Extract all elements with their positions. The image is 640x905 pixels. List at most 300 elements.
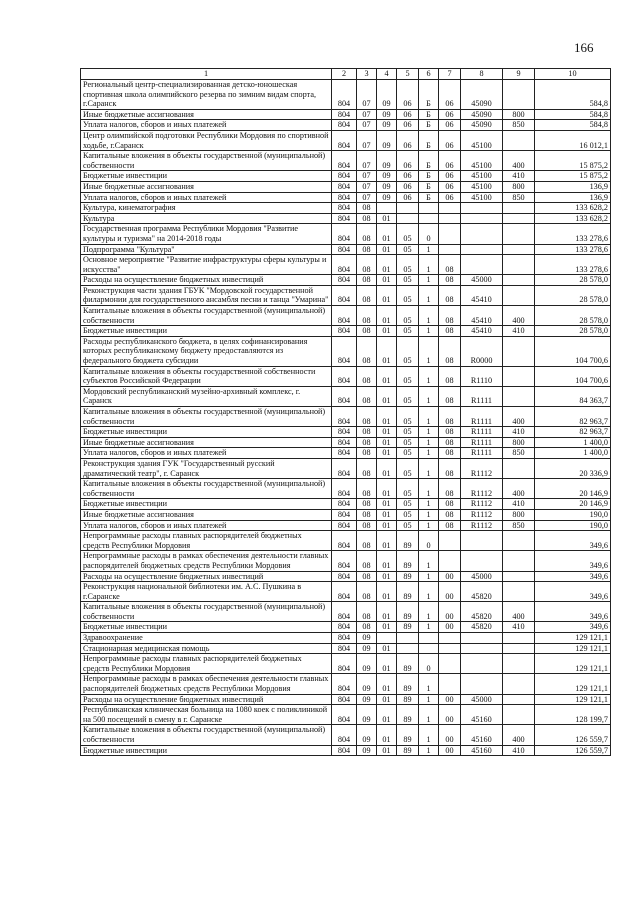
subprogram-code: Б (419, 181, 439, 192)
event-code: 08 (439, 386, 461, 406)
program-code: 89 (397, 654, 419, 674)
program-code: 05 (397, 386, 419, 406)
expense-type-code (503, 633, 535, 644)
program-code: 06 (397, 109, 419, 120)
subprogram-code: 1 (419, 285, 439, 305)
expense-type-code: 850 (503, 520, 535, 531)
admin-code: 804 (332, 643, 357, 654)
subsection-code: 01 (377, 531, 397, 551)
row-name: Расходы на осуществление бюджетных инвестиций (81, 275, 332, 286)
subsection-code: 01 (377, 275, 397, 286)
row-name: Капитальные вложения в объекты государственной (муниципальной) собственности (81, 407, 332, 427)
row-name: Капитальные вложения в объекты государственной (муниципальной) собственности (81, 151, 332, 171)
table-row (81, 203, 611, 214)
direction-code: 45410 (461, 285, 503, 305)
table-row (81, 326, 611, 337)
section-code: 08 (357, 306, 377, 326)
amount: 349,6 (535, 582, 611, 602)
program-code: 06 (397, 130, 419, 150)
section-code: 08 (357, 520, 377, 531)
amount: 16 012,1 (535, 130, 611, 150)
subsection-code: 01 (377, 643, 397, 654)
table-row (81, 306, 611, 326)
amount: 349,6 (535, 551, 611, 571)
row-name: Бюджетные инвестиции (81, 427, 332, 438)
subprogram-code: Б (419, 171, 439, 182)
expense-type-code: 800 (503, 109, 535, 120)
expense-type-code: 410 (503, 499, 535, 510)
row-name: Расходы на осуществление бюджетных инвестиций (81, 571, 332, 582)
admin-code: 804 (332, 224, 357, 244)
direction-code: R1111 (461, 448, 503, 459)
expense-type-code (503, 80, 535, 110)
section-code: 07 (357, 80, 377, 110)
row-name: Стационарная медицинская помощь (81, 643, 332, 654)
event-code (439, 643, 461, 654)
amount: 126 559,7 (535, 745, 611, 756)
subprogram-code: 1 (419, 437, 439, 448)
admin-code: 804 (332, 255, 357, 275)
direction-code (461, 203, 503, 214)
row-name: Основное мероприятие "Развитие инфраструктуры сферы культуры и искусства" (81, 255, 332, 275)
expense-type-code (503, 531, 535, 551)
expense-type-code (503, 674, 535, 694)
section-code: 09 (357, 633, 377, 644)
subsection-code: 01 (377, 224, 397, 244)
admin-code: 804 (332, 306, 357, 326)
section-code: 09 (357, 725, 377, 745)
event-code: 06 (439, 171, 461, 182)
event-code: 08 (439, 336, 461, 366)
table-row (81, 80, 611, 110)
section-code: 09 (357, 643, 377, 654)
row-name: Республиканская клиническая больница на 1080 коек с поликлиникой на 500 посещений в смену в г. Саранске (81, 705, 332, 725)
event-code: 08 (439, 499, 461, 510)
table-row (81, 275, 611, 286)
subsection-code: 09 (377, 109, 397, 120)
section-code: 08 (357, 203, 377, 214)
subprogram-code: 1 (419, 622, 439, 633)
expense-type-code: 400 (503, 725, 535, 745)
program-code: 05 (397, 479, 419, 499)
amount: 82 963,7 (535, 427, 611, 438)
subsection-code: 01 (377, 499, 397, 510)
admin-code: 804 (332, 674, 357, 694)
row-name: Реконструкция части здания ГБУК "Мордовской государственной филармонии для государственного ансамбля песни и танца "Умарина" (81, 285, 332, 305)
row-name: Бюджетные инвестиции (81, 326, 332, 337)
direction-code: 45100 (461, 171, 503, 182)
event-code: 08 (439, 479, 461, 499)
amount: 28 578,0 (535, 275, 611, 286)
subsection-code: 09 (377, 171, 397, 182)
expense-type-code: 410 (503, 622, 535, 633)
amount: 15 875,2 (535, 171, 611, 182)
table-row (81, 458, 611, 478)
admin-code: 804 (332, 633, 357, 644)
subsection-code: 01 (377, 725, 397, 745)
event-code: 08 (439, 427, 461, 438)
expense-type-code: 410 (503, 326, 535, 337)
subsection-code: 01 (377, 479, 397, 499)
amount: 349,6 (535, 571, 611, 582)
col-header: 5 (397, 69, 419, 80)
direction-code: R1111 (461, 427, 503, 438)
event-code: 06 (439, 181, 461, 192)
row-name: Капитальные вложения в объекты государственной собственности субъектов Российской Федерации (81, 366, 332, 386)
admin-code: 804 (332, 326, 357, 337)
admin-code: 804 (332, 120, 357, 131)
table-row (81, 694, 611, 705)
amount: 584,8 (535, 120, 611, 131)
event-code (439, 654, 461, 674)
amount: 128 199,7 (535, 705, 611, 725)
direction-code: 45160 (461, 725, 503, 745)
program-code: 05 (397, 437, 419, 448)
amount: 133 628,2 (535, 203, 611, 214)
section-code: 08 (357, 213, 377, 224)
subsection-code: 01 (377, 602, 397, 622)
program-code: 06 (397, 171, 419, 182)
direction-code: 45100 (461, 181, 503, 192)
admin-code: 804 (332, 109, 357, 120)
table-row (81, 336, 611, 366)
subprogram-code: 1 (419, 336, 439, 366)
program-code: 89 (397, 694, 419, 705)
expense-type-code: 410 (503, 171, 535, 182)
program-code: 05 (397, 244, 419, 255)
subsection-code: 01 (377, 386, 397, 406)
program-code (397, 203, 419, 214)
section-code: 08 (357, 499, 377, 510)
table-row (81, 571, 611, 582)
event-code: 06 (439, 80, 461, 110)
admin-code: 804 (332, 602, 357, 622)
section-code: 07 (357, 192, 377, 203)
program-code: 06 (397, 151, 419, 171)
amount: 28 578,0 (535, 285, 611, 305)
row-name: Мордовский республиканский музейно-архивный комплекс, г. Саранск (81, 386, 332, 406)
subsection-code: 09 (377, 192, 397, 203)
section-code: 07 (357, 181, 377, 192)
event-code: 08 (439, 306, 461, 326)
row-name: Культура, кинематография (81, 203, 332, 214)
event-code (439, 203, 461, 214)
col-header: 4 (377, 69, 397, 80)
table-row (81, 120, 611, 131)
event-code: 08 (439, 366, 461, 386)
row-name: Непрограммные расходы главных распорядителей бюджетных средств Республики Мордовия (81, 654, 332, 674)
section-code: 08 (357, 571, 377, 582)
section-code: 08 (357, 509, 377, 520)
subsection-code: 01 (377, 255, 397, 275)
row-name: Непрограммные расходы главных распорядителей бюджетных средств Республики Мордовия (81, 531, 332, 551)
subprogram-code: 1 (419, 520, 439, 531)
direction-code: R1112 (461, 520, 503, 531)
table-row (81, 633, 611, 644)
admin-code: 804 (332, 181, 357, 192)
program-code: 05 (397, 448, 419, 459)
expense-type-code: 400 (503, 479, 535, 499)
table-row (81, 622, 611, 633)
subsection-code: 01 (377, 571, 397, 582)
program-code: 89 (397, 582, 419, 602)
amount: 20 336,9 (535, 458, 611, 478)
direction-code (461, 255, 503, 275)
program-code: 05 (397, 520, 419, 531)
subsection-code: 01 (377, 213, 397, 224)
subsection-code: 01 (377, 366, 397, 386)
row-name: Уплата налогов, сборов и иных платежей (81, 520, 332, 531)
col-header: 6 (419, 69, 439, 80)
expense-type-code (503, 224, 535, 244)
table-row (81, 407, 611, 427)
event-code (439, 531, 461, 551)
event-code (439, 633, 461, 644)
admin-code: 804 (332, 336, 357, 366)
expense-type-code (503, 130, 535, 150)
event-code: 08 (439, 255, 461, 275)
amount: 136,9 (535, 192, 611, 203)
direction-code: R1112 (461, 509, 503, 520)
table-row (81, 130, 611, 150)
amount: 84 363,7 (535, 386, 611, 406)
row-name: Уплата налогов, сборов и иных платежей (81, 448, 332, 459)
section-code: 07 (357, 109, 377, 120)
subprogram-code: 1 (419, 244, 439, 255)
row-name: Бюджетные инвестиции (81, 622, 332, 633)
event-code: 08 (439, 448, 461, 459)
table-row (81, 192, 611, 203)
amount: 104 700,6 (535, 336, 611, 366)
event-code: 08 (439, 275, 461, 286)
expense-type-code: 400 (503, 306, 535, 326)
expense-type-code: 400 (503, 407, 535, 427)
subsection-code: 01 (377, 458, 397, 478)
subprogram-code (419, 203, 439, 214)
subprogram-code: 1 (419, 427, 439, 438)
section-code: 08 (357, 622, 377, 633)
admin-code: 804 (332, 499, 357, 510)
subsection-code: 01 (377, 427, 397, 438)
expense-type-code: 800 (503, 509, 535, 520)
direction-code: 45820 (461, 582, 503, 602)
row-name: Расходы на осуществление бюджетных инвестиций (81, 694, 332, 705)
admin-code: 804 (332, 192, 357, 203)
row-name: Культура (81, 213, 332, 224)
event-code: 06 (439, 130, 461, 150)
table-row (81, 437, 611, 448)
event-code: 08 (439, 285, 461, 305)
direction-code (461, 213, 503, 224)
subsection-code: 01 (377, 326, 397, 337)
table-row (81, 151, 611, 171)
direction-code (461, 531, 503, 551)
expense-type-code (503, 386, 535, 406)
program-code: 05 (397, 285, 419, 305)
admin-code: 804 (332, 285, 357, 305)
section-code: 09 (357, 654, 377, 674)
admin-code: 804 (332, 725, 357, 745)
table-row (81, 674, 611, 694)
expense-type-code: 850 (503, 448, 535, 459)
subsection-code: 01 (377, 306, 397, 326)
amount: 129 121,1 (535, 694, 611, 705)
subsection-code: 01 (377, 674, 397, 694)
subsection-code: 01 (377, 705, 397, 725)
amount: 133 628,2 (535, 213, 611, 224)
amount: 20 146,9 (535, 499, 611, 510)
subprogram-code: Б (419, 151, 439, 171)
subprogram-code: 1 (419, 725, 439, 745)
table-row (81, 654, 611, 674)
direction-code (461, 551, 503, 571)
expense-type-code (503, 255, 535, 275)
direction-code: R1112 (461, 479, 503, 499)
section-code: 09 (357, 705, 377, 725)
direction-code: R1111 (461, 386, 503, 406)
subprogram-code: Б (419, 80, 439, 110)
section-code: 09 (357, 674, 377, 694)
direction-code: R1111 (461, 407, 503, 427)
program-code: 05 (397, 407, 419, 427)
subprogram-code: 1 (419, 582, 439, 602)
amount: 190,0 (535, 520, 611, 531)
table-row (81, 499, 611, 510)
amount: 349,6 (535, 602, 611, 622)
amount: 1 400,0 (535, 437, 611, 448)
table-row (81, 745, 611, 756)
subprogram-code: Б (419, 192, 439, 203)
subsection-code: 09 (377, 80, 397, 110)
direction-code: R1112 (461, 458, 503, 478)
admin-code: 804 (332, 582, 357, 602)
event-code: 08 (439, 520, 461, 531)
direction-code: R1111 (461, 437, 503, 448)
amount: 584,8 (535, 80, 611, 110)
table-row (81, 255, 611, 275)
admin-code: 804 (332, 130, 357, 150)
table-row (81, 386, 611, 406)
program-code: 05 (397, 255, 419, 275)
program-code: 89 (397, 725, 419, 745)
admin-code: 804 (332, 694, 357, 705)
table-row (81, 509, 611, 520)
program-code: 06 (397, 120, 419, 131)
subsection-code: 01 (377, 437, 397, 448)
subprogram-code: 1 (419, 602, 439, 622)
admin-code: 804 (332, 437, 357, 448)
admin-code: 804 (332, 213, 357, 224)
program-code: 89 (397, 571, 419, 582)
subsection-code: 01 (377, 654, 397, 674)
expense-type-code: 800 (503, 437, 535, 448)
table-row (81, 705, 611, 725)
event-code (439, 213, 461, 224)
table-row (81, 109, 611, 120)
subprogram-code: 1 (419, 499, 439, 510)
event-code: 08 (439, 458, 461, 478)
row-name: Иные бюджетные ассигнования (81, 181, 332, 192)
subprogram-code: Б (419, 130, 439, 150)
section-code: 08 (357, 224, 377, 244)
table-row (81, 285, 611, 305)
direction-code: 45410 (461, 306, 503, 326)
admin-code: 804 (332, 458, 357, 478)
section-code: 08 (357, 326, 377, 337)
expense-type-code: 410 (503, 427, 535, 438)
event-code: 08 (439, 407, 461, 427)
event-code: 00 (439, 694, 461, 705)
expense-type-code (503, 366, 535, 386)
direction-code: R1112 (461, 499, 503, 510)
event-code: 06 (439, 192, 461, 203)
subprogram-code: 1 (419, 705, 439, 725)
subsection-code: 01 (377, 694, 397, 705)
event-code: 00 (439, 705, 461, 725)
event-code: 08 (439, 509, 461, 520)
event-code: 08 (439, 326, 461, 337)
event-code: 06 (439, 151, 461, 171)
program-code: 89 (397, 745, 419, 756)
col-header: 10 (535, 69, 611, 80)
section-code: 08 (357, 551, 377, 571)
expense-type-code: 400 (503, 151, 535, 171)
section-code: 08 (357, 437, 377, 448)
page-number: 166 (574, 40, 594, 55)
col-header: 9 (503, 69, 535, 80)
expense-type-code (503, 654, 535, 674)
amount: 349,6 (535, 531, 611, 551)
row-name: Государственная программа Республики Мордовия "Развитие культуры и туризма" на 2014-2018 годы (81, 224, 332, 244)
subsection-code: 01 (377, 745, 397, 756)
direction-code (461, 224, 503, 244)
section-code: 08 (357, 366, 377, 386)
expense-type-code (503, 582, 535, 602)
col-header: 2 (332, 69, 357, 80)
program-code: 06 (397, 192, 419, 203)
expense-type-code: 850 (503, 120, 535, 131)
amount: 584,8 (535, 109, 611, 120)
col-header: 8 (461, 69, 503, 80)
amount: 28 578,0 (535, 306, 611, 326)
program-code (397, 213, 419, 224)
admin-code: 804 (332, 171, 357, 182)
expense-type-code: 800 (503, 181, 535, 192)
amount: 133 278,6 (535, 255, 611, 275)
direction-code: 45100 (461, 151, 503, 171)
section-code: 08 (357, 531, 377, 551)
row-name: Непрограммные расходы в рамках обеспечения деятельности главных распорядителей бюджетных средств Республики Мордовия (81, 551, 332, 571)
admin-code: 804 (332, 531, 357, 551)
table-row (81, 244, 611, 255)
subsection-code: 01 (377, 622, 397, 633)
table-row (81, 725, 611, 745)
amount: 129 121,1 (535, 633, 611, 644)
admin-code: 804 (332, 509, 357, 520)
subprogram-code: 1 (419, 275, 439, 286)
subprogram-code: 0 (419, 654, 439, 674)
amount: 349,6 (535, 622, 611, 633)
direction-code: 45090 (461, 120, 503, 131)
subsection-code: 09 (377, 120, 397, 131)
event-code: 08 (439, 437, 461, 448)
subprogram-code: Б (419, 120, 439, 131)
event-code (439, 244, 461, 255)
subsection-code: 01 (377, 520, 397, 531)
program-code: 89 (397, 531, 419, 551)
section-code: 08 (357, 255, 377, 275)
subprogram-code: 0 (419, 224, 439, 244)
